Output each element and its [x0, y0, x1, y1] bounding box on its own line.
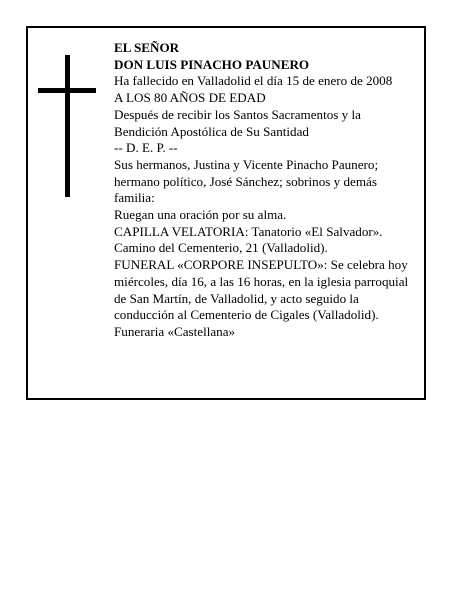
cross-horizontal-bar — [38, 88, 96, 93]
chapel-line-1: CAPILLA VELATORIA: Tanatorio «El Salvador». — [114, 223, 383, 239]
funeral-line-2: miércoles, día 16, a las 16 horas, en la iglesia parroquial — [114, 273, 409, 289]
notice-title-honorific: EL SEÑOR — [114, 40, 180, 55]
age-line: A LOS 80 AÑOS DE EDAD — [114, 90, 266, 106]
obituary-notice — [26, 26, 426, 400]
death-announcement: Ha fallecido en Valladolid el día 15 de enero de 2008 — [114, 73, 393, 89]
funeral-line-3: de San Martín, de Valladolid, y acto seguido la — [114, 290, 359, 306]
rest-in-peace: -- D. E. P. -- — [114, 140, 178, 156]
funeral-line-1: FUNERAL «CORPORE INSEPULTO»: Se celebra hoy — [114, 257, 408, 273]
sacraments-line-1: Después de recibir los Santos Sacramentos y la — [114, 106, 361, 122]
family-line-3: familia: — [114, 190, 155, 206]
family-line-1: Sus hermanos, Justina y Vicente Pinacho Paunero; — [114, 156, 379, 172]
notice-title-name: DON LUIS PINACHO PAUNERO — [114, 56, 310, 72]
funeral-line-4: conducción al Cementerio de Cigales (Valladolid). — [114, 307, 379, 323]
latin-cross-icon — [38, 55, 96, 197]
funeral-home: Funeraria «Castellana» — [114, 323, 236, 339]
notice-text — [114, 40, 426, 341]
prayer-request: Ruegan una oración por su alma. — [114, 207, 287, 223]
cross-vertical-bar — [65, 55, 70, 197]
sacraments-line-2: Bendición Apostólica de Su Santidad — [114, 123, 309, 139]
chapel-line-2: Camino del Cementerio, 21 (Valladolid). — [114, 240, 328, 256]
family-line-2: hermano político, José Sánchez; sobrinos y demás — [114, 173, 377, 189]
